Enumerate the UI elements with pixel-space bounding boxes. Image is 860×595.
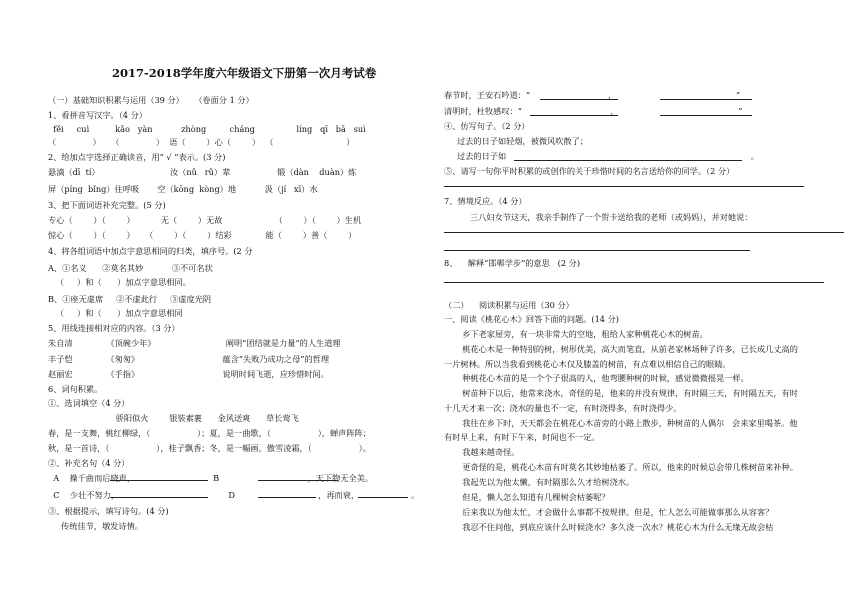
left-line: C 少壮不努力， D ，再而衰， 。: [48, 490, 420, 500]
left-line: A、①名义 ②莫名其妙 ③不可名状: [48, 263, 213, 273]
right-line: 我忍不住问他，到底应该什么时候浇水？多久浇一次水？桃花心木为什么无缘无故会枯: [444, 522, 774, 532]
answer-line: [660, 115, 752, 116]
right-line: 树苗种下以后，他常来浇水，奇怪的是，他来的并没有规律，有时隔三天，有时隔五天，有时: [444, 388, 798, 398]
left-line: 传统佳节，墩发诗情。: [48, 521, 143, 531]
left-line: ①、选词填空（4 分）: [48, 398, 130, 408]
right-line: 一片树林。所以当我看到桃花心木仅及膝盖的树苗，有点难以相信自己的眼睛。: [444, 359, 731, 369]
answer-line: [514, 160, 742, 161]
right-line: 一、阅读《桃花心木》回答下面的问题。(14 分): [444, 314, 619, 324]
answer-line: [358, 497, 408, 498]
left-line: 朱自清 《顶碗少年》 阐明“团结就是力量”的人生道理: [48, 338, 341, 348]
answer-line: [110, 480, 208, 481]
left-line: （ ） （ ） 语（ ）心（ ） （ ）: [48, 137, 355, 147]
left-line: ②、补充名句（4 分）: [48, 458, 130, 468]
answer-line: [444, 282, 824, 283]
left-line: 惊心（ ）（ ） （ ）（ ）结彩 能（ ）善（ ）: [48, 230, 357, 240]
right-line: 乡下老家屋旁，有一块非常大的空地，租给人家种桃花心木的树苗。: [444, 329, 708, 339]
right-line: 后来我以为他太忙，才会做什么事都不按规律。但是，忙人怎么可能做事那么从容客？: [444, 507, 774, 517]
right-line: 种桃花心木苗的是一个个子很高的人，他弯腰种树的时候，感觉微微摇晃一样。: [444, 373, 749, 383]
page-title: 2017-2018学年度六年级语文下册第一次月考试卷: [112, 66, 377, 80]
left-line: A 操千曲而后晓声， B ，天下物无全美。: [48, 473, 374, 483]
left-line: ③、根据提示，填写诗句。(4 分): [48, 506, 169, 516]
right-line: 我起先以为他太懒，有时隔那么久才给树浇水。: [444, 477, 635, 487]
right-line: ④、仿写句子。（2 分）: [444, 121, 530, 131]
right-line: 三八妇女节这天，我亲手制作了一个贺卡送给我的老师（或妈妈），并对她说：: [444, 212, 753, 222]
right-line: 有时早上来，有时下午来，时间也不一定。: [444, 432, 600, 442]
answer-line: [444, 186, 804, 187]
left-line: 4、将各组词语中加点字意思相同的归类，填序号。(2 分: [48, 246, 253, 256]
answer-line: [660, 99, 752, 100]
answer-line: [444, 250, 750, 251]
right-line: 8、 解释“邯郸学步”的意思 (2 分): [444, 258, 581, 268]
left-line: 3、把下面词语补充完整。(5 分): [48, 200, 166, 210]
answer-line: [444, 232, 844, 233]
right-line: ⑤、请写一句你平时积累的或创作的关于珍惜时间的名言送给你的同学。（2 分）: [444, 166, 735, 176]
answer-line: [530, 115, 618, 116]
answer-line: [258, 497, 316, 498]
left-line: 专心（ ）（ ） 无（ ）无故 （ ）（ ）生机: [48, 215, 362, 225]
right-line: 但是，懒人怎么知道有几棵树会枯萎呢？: [444, 492, 610, 502]
answer-line: [540, 99, 618, 100]
right-line: 过去的日子如轻烟，被微风吹散了；: [444, 136, 589, 146]
left-line: 悬滴（dī tí） 汝（nǔ rǔ）辈 锻（dàn duàn）炼: [48, 167, 357, 177]
right-line: 清明时，杜牧感叹：“ ， ”: [444, 106, 743, 116]
right-line: 7、情境反应。（4 分）: [444, 196, 527, 206]
right-line: 十几天才来一次；浇水的量也不一定，有时浇得多，有时浇得少。: [444, 403, 682, 413]
right-line: 更奇怪的是，桃花心木苗有时莫名其妙地枯萎了。所以，他来的时候总会带几株树苗来补种。: [444, 462, 798, 472]
left-line: 1、看拼音写汉字。（4 分）: [48, 110, 147, 120]
left-line: 丰子恺 《匆匆》 蕴含“失败乃成功之母”的哲理: [48, 354, 330, 364]
right-line: 过去的日子如 。: [444, 151, 759, 161]
right-line: 我越来越奇怪。: [444, 447, 520, 457]
left-line: B、①座无虚席 ②不虚此行 ③虚度光阴: [48, 294, 212, 304]
left-line: 骄阳似火 银装素裹 金风送爽 草长莺飞: [48, 413, 299, 423]
right-line: 我往在乡下时，天天都会在桃花心木苗旁的小路上散步，种树苗的人偶尔 会来家里喝茶。他: [444, 418, 798, 428]
left-line: 屏（píng bǐng）住呼吸 空（kōng kòng）地 汲（jí xī）水: [48, 184, 318, 194]
left-line: 5、用线连接相对应的内容。（3 分）: [48, 323, 180, 333]
left-line: 2、给加点字选择正确读音，用“ √ ”表示。(3 分): [48, 152, 226, 162]
left-line: 6、词句积累。: [48, 384, 103, 394]
answer-line: [258, 480, 338, 481]
left-line: （一）基础知识积累与运用（39 分） （卷面分 1 分）: [48, 95, 254, 105]
left-line: 赵丽宏 《手指》 说明时间飞逝，应珍惜时间。: [48, 369, 329, 379]
right-line: （二） 阅读积累与运用（30 分）: [444, 300, 574, 310]
right-line: 桃花心木是一种特别的树，树形优美，高大而笔直，从前老家林场种了许多，已长成几丈高的: [444, 344, 798, 354]
left-line: fěi cuì kǎo yàn zhòng cháng líng qī bā suì: [48, 124, 366, 134]
left-line: （ ）和（ ）加点字意思相同。: [48, 277, 191, 287]
answer-line: [110, 497, 208, 498]
left-line: （ ）和（ ）加点字意思相同: [48, 308, 183, 318]
left-line: 春，是一支舞，桃红柳绿，（ ）；夏，是一曲歌，（ ），蝉声阵阵；: [48, 428, 371, 438]
right-line: 春节时，王安石吟道：“ ， ”: [444, 90, 741, 100]
left-line: 秋，是一首诗，（ ），桂子飘香；冬，是一幅画，傲雪凌霜，（ ）。: [48, 443, 371, 453]
